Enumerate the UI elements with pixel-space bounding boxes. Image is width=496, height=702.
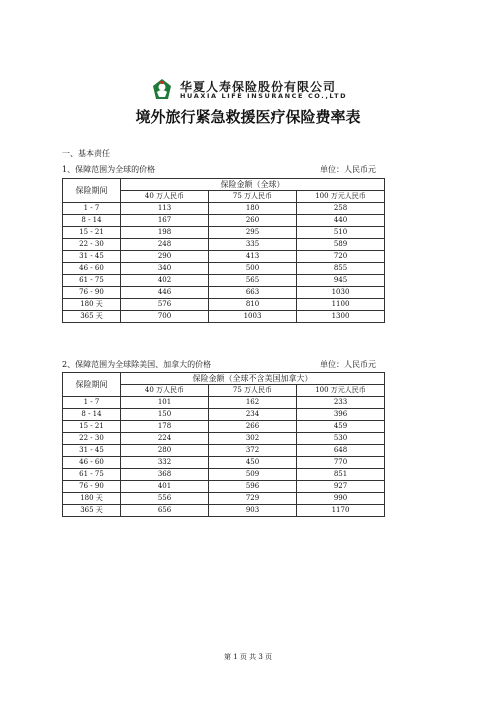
period-header: 保险期间 (63, 179, 121, 203)
premium-cell: 556 (121, 493, 209, 505)
column-header: 100 万元人民币 (297, 191, 385, 203)
company-logo (150, 77, 350, 101)
premium-cell: 150 (121, 409, 209, 421)
rate-table-global (62, 178, 385, 323)
premium-cell: 510 (297, 227, 385, 239)
premium-cell: 372 (209, 445, 297, 457)
premium-cell: 1003 (209, 311, 297, 323)
premium-cell: 446 (121, 287, 209, 299)
premium-cell: 720 (297, 251, 385, 263)
premium-cell: 224 (121, 433, 209, 445)
premium-cell: 368 (121, 469, 209, 481)
premium-cell: 459 (297, 421, 385, 433)
premium-cell: 295 (209, 227, 297, 239)
premium-cell: 729 (209, 493, 297, 505)
premium-cell: 167 (121, 215, 209, 227)
table-row (63, 445, 385, 457)
period-cell: 15 - 21 (63, 227, 121, 239)
premium-cell: 233 (297, 397, 385, 409)
table-row (63, 433, 385, 445)
premium-cell: 401 (121, 481, 209, 493)
premium-cell: 258 (297, 203, 385, 215)
period-cell: 22 - 30 (63, 433, 121, 445)
period-cell: 8 - 14 (63, 215, 121, 227)
premium-cell: 500 (209, 263, 297, 275)
premium-cell: 945 (297, 275, 385, 287)
period-cell: 31 - 45 (63, 251, 121, 263)
premium-cell: 335 (209, 239, 297, 251)
table-row (63, 203, 385, 215)
period-cell: 180 天 (63, 299, 121, 311)
amount-header: 保险金额（全球不含美国加拿大） (121, 373, 385, 385)
rate-table-excl-us-canada (62, 372, 385, 517)
period-cell: 1 - 7 (63, 203, 121, 215)
period-cell: 61 - 75 (63, 469, 121, 481)
premium-cell: 402 (121, 275, 209, 287)
column-header: 75 万人民币 (209, 385, 297, 397)
premium-cell: 663 (209, 287, 297, 299)
table-row (63, 457, 385, 469)
table-row (63, 469, 385, 481)
premium-cell: 440 (297, 215, 385, 227)
period-cell: 8 - 14 (63, 409, 121, 421)
premium-cell: 260 (209, 215, 297, 227)
table-row (63, 409, 385, 421)
table-row (63, 493, 385, 505)
period-cell: 46 - 60 (63, 263, 121, 275)
section-heading: 一、基本责任 (62, 149, 110, 158)
premium-cell: 266 (209, 421, 297, 433)
column-header: 75 万人民币 (209, 191, 297, 203)
table-row (63, 505, 385, 517)
column-header: 40 万人民币 (121, 385, 209, 397)
table-row (63, 275, 385, 287)
premium-cell: 198 (121, 227, 209, 239)
table-row (63, 287, 385, 299)
premium-cell: 596 (209, 481, 297, 493)
premium-cell: 903 (209, 505, 297, 517)
period-cell: 1 - 7 (63, 397, 121, 409)
premium-cell: 396 (297, 409, 385, 421)
table-row (63, 421, 385, 433)
table-row (63, 239, 385, 251)
premium-cell: 589 (297, 239, 385, 251)
period-cell: 22 - 30 (63, 239, 121, 251)
premium-cell: 234 (209, 409, 297, 421)
premium-cell: 1300 (297, 311, 385, 323)
premium-cell: 302 (209, 433, 297, 445)
premium-cell: 990 (297, 493, 385, 505)
column-header: 40 万人民币 (121, 191, 209, 203)
period-header: 保险期间 (63, 373, 121, 397)
premium-cell: 770 (297, 457, 385, 469)
logo-name-cn: 华夏人寿保险股份有限公司 (180, 80, 337, 94)
premium-cell: 248 (121, 239, 209, 251)
table-2-caption: 2、保障范围为全球除美国、加拿大的价格 (62, 360, 212, 369)
premium-cell: 1030 (297, 287, 385, 299)
premium-cell: 851 (297, 469, 385, 481)
premium-cell: 700 (121, 311, 209, 323)
page-title: 境外旅行紧急救援医疗保险费率表 (135, 108, 361, 126)
premium-cell: 340 (121, 263, 209, 275)
huaxia-life-emblem-icon (150, 77, 174, 101)
premium-cell: 810 (209, 299, 297, 311)
premium-cell: 332 (121, 457, 209, 469)
table-2-unit: 单位：人民币元 (320, 360, 376, 369)
table-row (63, 251, 385, 263)
period-cell: 46 - 60 (63, 457, 121, 469)
premium-cell: 656 (121, 505, 209, 517)
premium-cell: 1170 (297, 505, 385, 517)
period-cell: 180 天 (63, 493, 121, 505)
premium-cell: 530 (297, 433, 385, 445)
column-header: 100 万元人民币 (297, 385, 385, 397)
period-cell: 31 - 45 (63, 445, 121, 457)
premium-cell: 280 (121, 445, 209, 457)
page-footer: 第 1 页 共 3 页 (223, 653, 273, 661)
premium-cell: 509 (209, 469, 297, 481)
period-cell: 76 - 90 (63, 287, 121, 299)
premium-cell: 855 (297, 263, 385, 275)
table-row (63, 299, 385, 311)
premium-cell: 576 (121, 299, 209, 311)
premium-cell: 565 (209, 275, 297, 287)
period-cell: 61 - 75 (63, 275, 121, 287)
premium-cell: 180 (209, 203, 297, 215)
period-cell: 365 天 (63, 505, 121, 517)
premium-cell: 450 (209, 457, 297, 469)
period-cell: 15 - 21 (63, 421, 121, 433)
table-1-caption: 1、保障范围为全球的价格 (62, 165, 156, 174)
premium-cell: 413 (209, 251, 297, 263)
table-row (63, 481, 385, 493)
premium-cell: 101 (121, 397, 209, 409)
table-row (63, 263, 385, 275)
premium-cell: 927 (297, 481, 385, 493)
logo-name-en: HUAXIA LIFE INSURANCE CO.,LTD (180, 92, 348, 100)
premium-cell: 178 (121, 421, 209, 433)
premium-cell: 162 (209, 397, 297, 409)
amount-header: 保险金额（全球） (121, 179, 385, 191)
table-row (63, 397, 385, 409)
premium-cell: 648 (297, 445, 385, 457)
table-1-unit: 单位：人民币元 (320, 165, 376, 174)
table-row (63, 311, 385, 323)
table-row (63, 227, 385, 239)
premium-cell: 1100 (297, 299, 385, 311)
period-cell: 76 - 90 (63, 481, 121, 493)
table-row (63, 215, 385, 227)
period-cell: 365 天 (63, 311, 121, 323)
premium-cell: 290 (121, 251, 209, 263)
premium-cell: 113 (121, 203, 209, 215)
